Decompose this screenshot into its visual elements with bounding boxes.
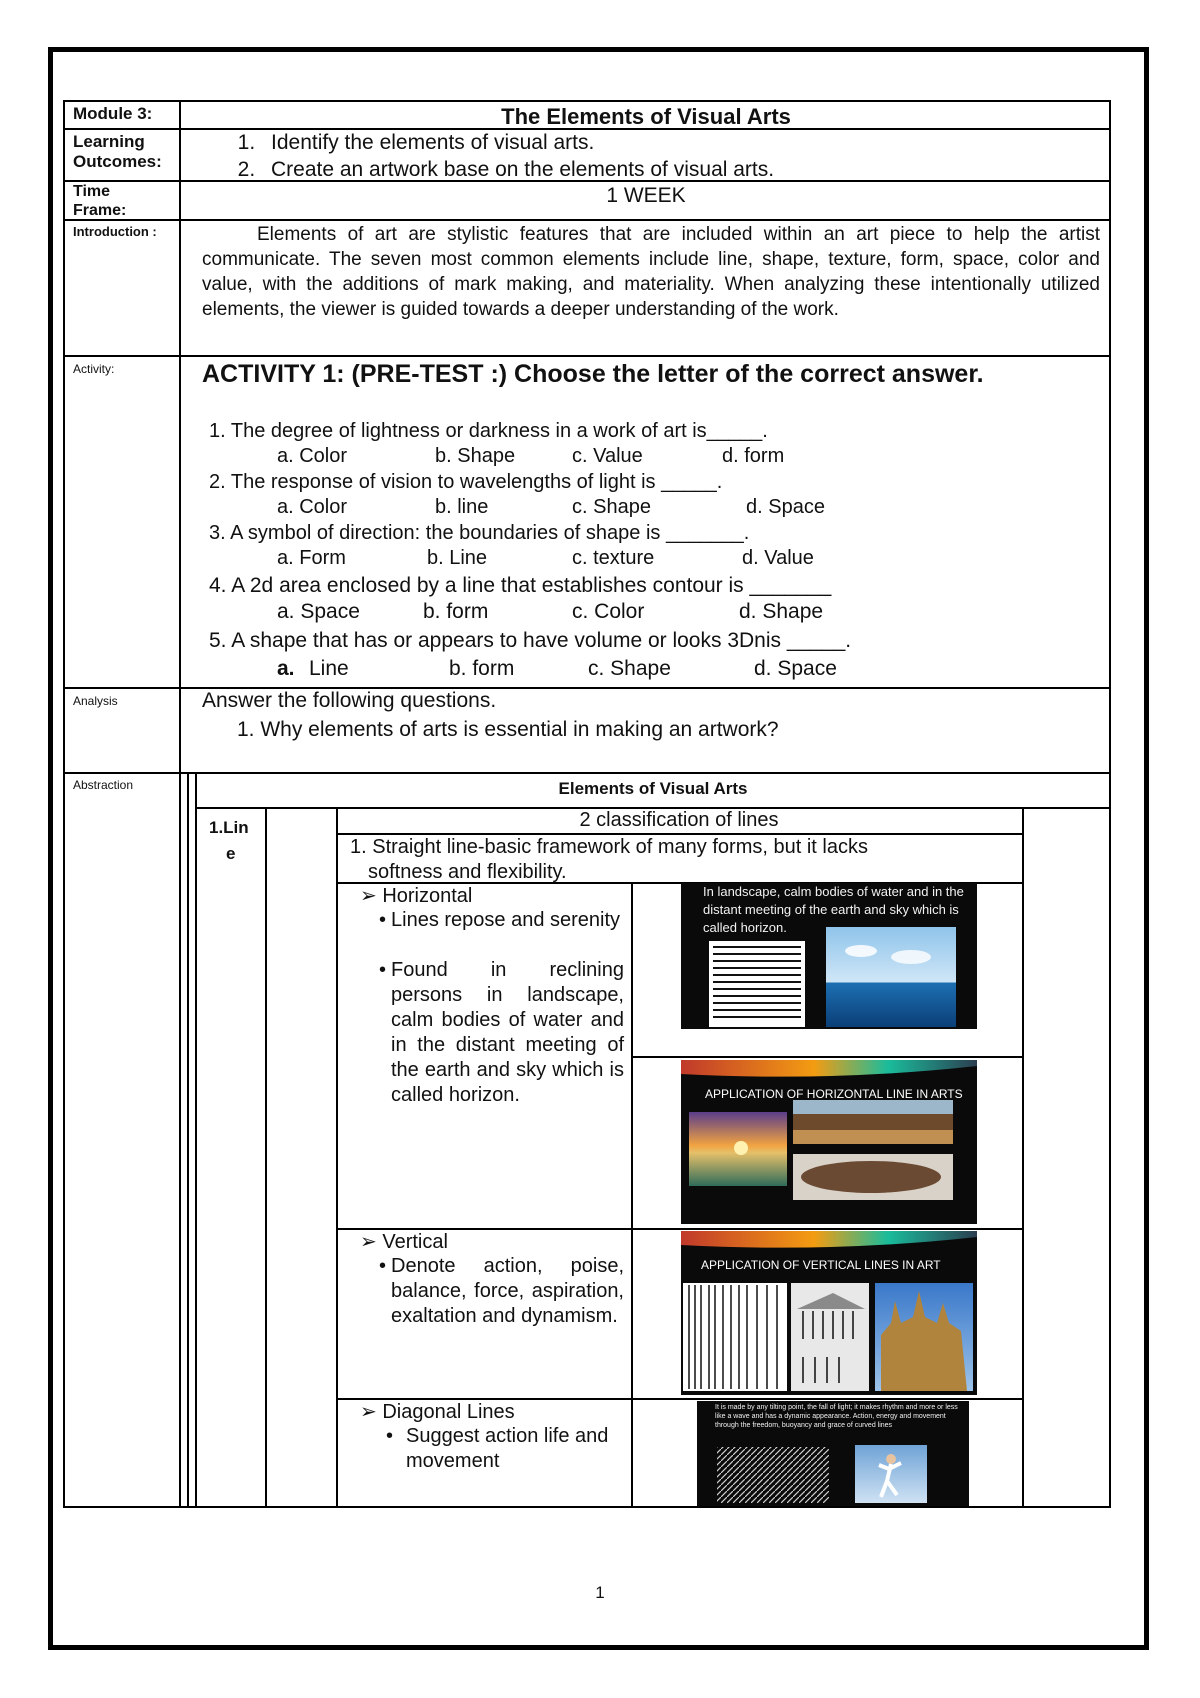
slide-caption: In landscape, calm bodies of water and in the distant meeting of the earth and sky which is called horizon. [703,884,964,935]
arrow-bullet-icon: ➢ [360,1401,377,1423]
slide-decoration [681,1231,977,1395]
element-label: 1.Lin [209,818,249,837]
heading-text: Diagonal Lines [382,1401,515,1423]
module-title: The Elements of Visual Arts [501,104,791,129]
column-divider [336,807,338,1508]
row-divider [631,1056,1022,1058]
page-number: 1 [595,1583,605,1602]
straight-line-text [350,835,868,885]
analysis-label: Analysis [73,694,118,708]
row-divider [65,772,1111,774]
horizontal-heading [360,883,472,908]
vertical-bullet-1 [379,1254,624,1329]
dot-bullet-icon: • [379,909,387,931]
learning-outcomes-label [73,132,162,172]
heading-text: Horizontal [382,885,473,907]
option: Line [309,657,349,680]
bullet-text: Suggest action life and movement [406,1425,609,1472]
option: a. Form [277,547,346,569]
dot-bullet-icon: • [379,1255,387,1277]
introduction-label: Introduction : [73,224,157,239]
option: b. form [423,600,489,623]
activity-heading: ACTIVITY 1: (PRE-TEST :) Choose the letter of the correct answer. [202,360,984,388]
question-1: 1. The degree of lightness or darkness in a work of art is_____. [209,420,768,442]
module-label: Module 3: [73,104,153,123]
lesson-table [63,100,1111,1508]
bullet-text: Lines repose and serenity [391,909,621,931]
option: c. Shape [588,657,671,680]
question-5: 5. A shape that has or appears to have volume or looks 3Dnis _____. [209,629,852,652]
inner-border [195,772,197,1508]
label-line: Learning [73,132,145,151]
option: d. Shape [739,600,824,623]
arrow-bullet-icon: ➢ [360,885,377,907]
analysis-question: 1. Why elements of arts is essential in making an artwork? [237,718,779,741]
bullet-text: Denote action, poise, balance, force, aspiration, exaltation and dynamism. [391,1255,624,1327]
diagonal-slide-image [697,1401,969,1506]
label-line: Frame: [73,202,127,219]
option: b. Line [427,547,488,569]
slide-caption: APPLICATION OF HORIZONTAL LINE IN ARTS [705,1087,963,1101]
column-divider [179,102,181,1508]
diagonal-bullet-1 [386,1424,696,1474]
column-divider [631,882,633,1508]
horizon-illustration [681,883,977,1029]
bullet-text: Found in reclining persons in landscape, calm bodies of water and in the distant meeting of the earth and sky which is called horizon. [391,959,624,1106]
inner-border [187,772,189,1508]
abstraction-title: Elements of Visual Arts [558,779,748,798]
question-4: 4. A 2d area enclosed by a line that establishes contour is _______ [209,574,832,597]
element-label-end: e [226,844,236,863]
row-divider [195,1506,1111,1508]
dot-bullet-icon: • [386,1425,394,1447]
horizontal-bullet-1 [379,908,624,933]
vertical-application-slide-image [681,1231,977,1395]
row-divider [65,355,1111,357]
outcome-item: 2. Create an artwork base on the elements of visual arts. [261,156,1111,183]
option: a. Color [277,445,348,467]
slide-caption: It is made by any tilting point, the fall of light; it makes rhythm and more or less like a wave and has a dynamic appearance. Action, energy and movement through the freedom, buoyancy and grace of curved lines [715,1404,958,1429]
option: d. form [722,445,785,467]
diagonal-illustration [697,1401,969,1506]
heading-text: Vertical [382,1231,448,1253]
time-frame-value: 1 WEEK [606,184,686,207]
label-line: Outcomes: [73,152,162,171]
option: d. Space [746,496,825,518]
option: c. Color [572,600,645,623]
classification-heading: 2 classification of lines [579,809,779,831]
row-divider [65,219,1111,221]
column-divider [1022,807,1024,1508]
label-line: Time [73,183,111,200]
slide-decoration [681,1060,977,1224]
option: a. Space [277,600,360,623]
question-2: 2. The response of vision to wavelengths of light is _____. [209,471,723,493]
option: b. form [449,657,515,680]
slide-caption: APPLICATION OF VERTICAL LINES IN ART [701,1258,941,1272]
learning-outcomes-list [181,129,1111,183]
abstraction-label: Abstraction [73,778,134,792]
diagonal-heading [360,1399,515,1424]
activity-label: Activity: [73,362,115,376]
option: a. Color [277,496,348,518]
option: a. [277,657,295,680]
introduction-text: Elements of art are stylistic features that are included within an art piece to help the artist communicate. The seven most common elements include line, shape, texture, form, space, color and value, with the additions of mark making, and materiality. When analyzing these intentionally utilized elements, the viewer is guided towards a deeper understanding of the work. [202,224,1100,320]
time-frame-label [73,182,126,220]
option: d. Value [742,547,814,569]
arrow-bullet-icon: ➢ [360,1231,377,1253]
horizontal-bullet-2 [379,958,624,1108]
text-line: softness and flexibility. [368,861,567,883]
option: c. Value [572,445,643,467]
option: b. line [435,496,489,518]
analysis-intro: Answer the following questions. [202,689,497,712]
text-line: 1. Straight line-basic framework of many forms, but it lacks [350,836,868,858]
question-3: 3. A symbol of direction: the boundaries of shape is _______. [209,522,750,544]
option: c. Shape [572,496,651,518]
option: c. texture [572,547,655,569]
outcome-item: 1. Identify the elements of visual arts. [261,129,1111,156]
option: b. Shape [435,445,516,467]
option: d. Space [754,657,837,680]
vertical-heading [360,1229,448,1254]
horizontal-application-slide-image [681,1060,977,1224]
column-divider [265,807,267,1508]
horizon-slide-image [681,883,977,1029]
dot-bullet-icon: • [379,959,387,981]
